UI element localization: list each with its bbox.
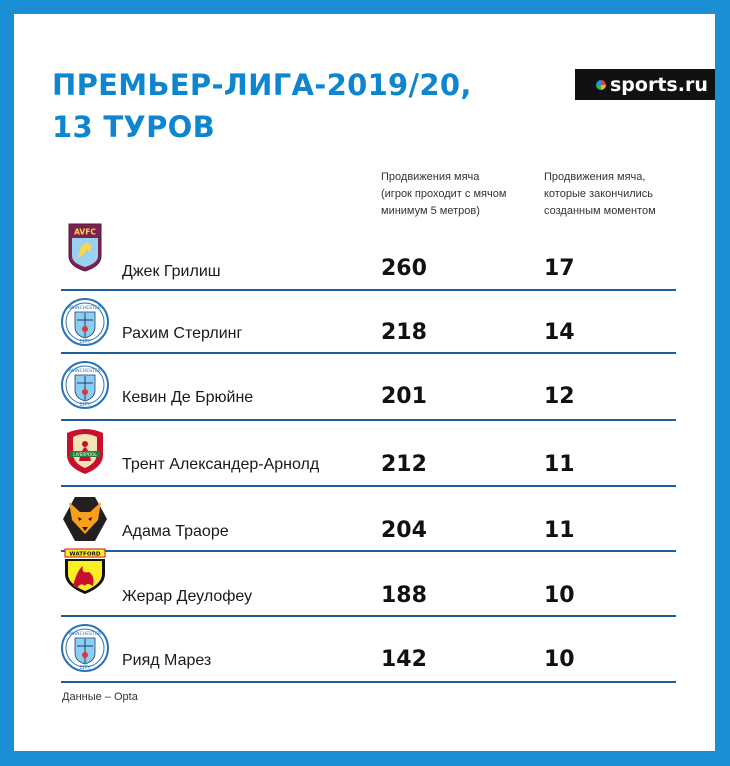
chances-column-header: Продвижения мяча, которые закончились созданным моментом [544, 171, 656, 217]
svg-text:AVFC: AVFC [74, 227, 96, 237]
manchester-city-crest-icon [61, 360, 109, 410]
aston-villa-crest-icon [61, 222, 109, 272]
player-name: Жерар Деулофеу [122, 588, 253, 605]
chances-value: 14 [544, 320, 575, 345]
player-name: Рахим Стерлинг [122, 325, 243, 342]
chances-value: 11 [544, 452, 575, 477]
svg-text:WATFORD: WATFORD [69, 551, 101, 558]
player-name: Адама Траоре [122, 523, 229, 540]
data-source-note: Данные – Opta [62, 691, 138, 703]
wolves-crest-icon [61, 494, 109, 544]
chances-value: 10 [544, 647, 575, 672]
svg-text:MANCHESTER: MANCHESTER [69, 632, 101, 637]
brand-name: sports.ru [610, 73, 708, 96]
infographic-card [14, 14, 715, 751]
player-name: Джек Грилиш [122, 263, 221, 280]
svg-text:MANCHESTER: MANCHESTER [69, 369, 101, 374]
table-row [61, 354, 676, 421]
svg-text:LIVERPOOL: LIVERPOOL [73, 452, 97, 457]
progressions-value: 212 [381, 452, 427, 477]
manchester-city-crest-icon [61, 297, 109, 347]
sports-ru-logo [575, 69, 715, 100]
title-line-1: ПРЕМЬЕР-ЛИГА-2019/20, [52, 68, 472, 102]
player-name: Рияд Марез [122, 652, 212, 669]
progressions-column-header: Продвижения мяча (игрок проходит с мячом минимум 5 метров) [381, 171, 507, 217]
sports-ru-dot-icon [596, 80, 606, 90]
table-row [61, 219, 676, 291]
table-row [61, 617, 676, 683]
liverpool-crest-icon [61, 425, 109, 475]
table-row [61, 291, 676, 354]
manchester-city-crest-icon [61, 623, 109, 673]
svg-text:CITY: CITY [79, 402, 91, 408]
progressions-value: 142 [381, 647, 427, 672]
chances-value: 10 [544, 583, 575, 608]
progressions-value: 201 [381, 384, 427, 409]
progressions-value: 260 [381, 256, 427, 281]
progressions-value: 218 [381, 320, 427, 345]
player-name: Кевин Де Брюйне [122, 389, 254, 406]
watford-crest-icon [61, 546, 109, 596]
table-row [61, 552, 676, 617]
progressions-value: 188 [381, 583, 427, 608]
svg-text:CITY: CITY [79, 339, 91, 345]
chances-value: 17 [544, 256, 575, 281]
svg-text:MANCHESTER: MANCHESTER [69, 306, 101, 311]
chances-value: 12 [544, 384, 575, 409]
page-title [52, 64, 522, 148]
table-row [61, 421, 676, 487]
player-name: Трент Александер-Арнолд [122, 456, 320, 473]
progressions-value: 204 [381, 518, 427, 543]
svg-text:CITY: CITY [79, 665, 91, 671]
chances-value: 11 [544, 518, 575, 543]
title-line-2: 13 ТУРОВ [52, 110, 216, 144]
table-row [61, 487, 676, 552]
